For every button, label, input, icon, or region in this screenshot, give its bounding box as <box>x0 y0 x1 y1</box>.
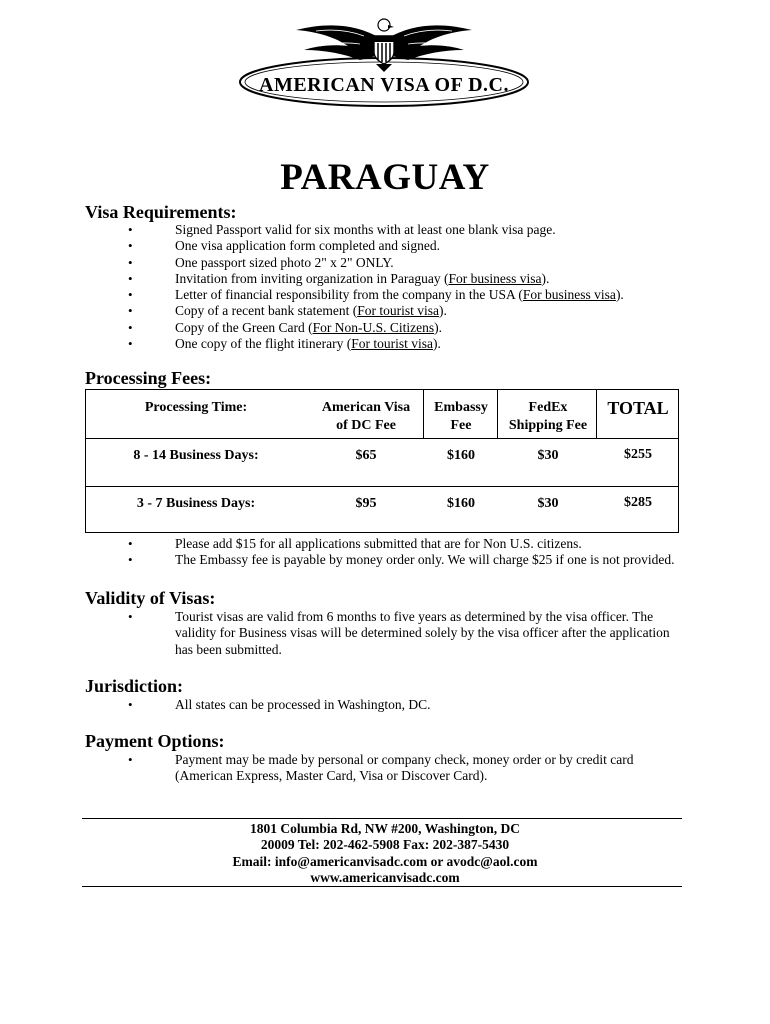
payment-options-list <box>0 752 770 785</box>
row-total: $255 <box>624 447 652 462</box>
row-fedex-fee: $30 <box>537 496 559 511</box>
row-total: $285 <box>624 495 652 510</box>
payment-options-heading: Payment Options: <box>85 731 225 751</box>
bullet-icon: • <box>128 238 133 254</box>
column-header-avdc-fee: American Visa of DC Fee <box>321 400 411 433</box>
visa-type-note: For tourist visa <box>357 303 439 319</box>
visa-type-note: For Non-U.S. Citizens <box>312 319 435 335</box>
row-avdc-fee: $65 <box>355 448 377 463</box>
website-line: www.americanvisadc.com <box>310 869 460 885</box>
list-item: • One visa application form completed and signed. <box>128 238 441 254</box>
contact-footer <box>0 821 770 886</box>
bullet-icon: • <box>128 287 133 303</box>
visa-requirements-list <box>0 222 770 352</box>
row-processing-time: 8 - 14 Business Days: <box>133 448 259 463</box>
column-header-embassy-fee: Embassy Fee <box>434 400 488 433</box>
jurisdiction-list <box>0 697 770 713</box>
bullet-icon: • <box>128 536 133 551</box>
visa-requirements-heading: Visa Requirements: <box>85 202 237 222</box>
validity-list <box>0 609 770 658</box>
row-fedex-fee: $30 <box>537 448 559 463</box>
page-title: PARAGUAY <box>280 157 490 198</box>
processing-fees-heading: Processing Fees: <box>85 368 212 388</box>
table-divider <box>86 438 678 439</box>
address-line: 1801 Columbia Rd, NW #200, Washington, DC <box>250 821 520 836</box>
list-item: • Please add $15 for all applications submitted that are for Non U.S. citizens. <box>128 536 582 551</box>
validity-heading: Validity of Visas: <box>85 588 216 608</box>
zip-phone-fax-line: 20009 Tel: 202-462-5908 Fax: 202-387-5430 <box>260 837 510 853</box>
company-logo <box>236 16 532 108</box>
footer-rule-bottom <box>82 886 682 887</box>
fee-table <box>85 389 679 533</box>
visa-type-note: For business visa <box>448 270 542 286</box>
bullet-icon: • <box>128 336 133 352</box>
email-line: Email: info@americanvisadc.com or avodc@aol.com <box>232 853 538 869</box>
bullet-icon: • <box>128 552 133 568</box>
list-item: • One copy of the flight itinerary (For tourist visa). <box>128 336 441 352</box>
list-item: • Copy of the Green Card (For Non-U.S. Citizens). <box>128 319 442 335</box>
column-header-fedex-fee: FedEx Shipping Fee <box>508 400 588 433</box>
row-embassy-fee: $160 <box>447 448 475 463</box>
jurisdiction-heading: Jurisdiction: <box>85 676 184 696</box>
bullet-icon: • <box>128 270 133 286</box>
row-embassy-fee: $160 <box>447 496 475 511</box>
visa-type-note: For business visa <box>522 287 616 303</box>
bullet-icon: • <box>128 303 133 319</box>
bullet-icon: • <box>128 222 133 237</box>
fee-notes-list <box>0 536 770 569</box>
row-avdc-fee: $95 <box>355 496 377 511</box>
list-item: • All states can be processed in Washington, DC. <box>128 697 431 712</box>
row-processing-time: 3 - 7 Business Days: <box>136 496 256 511</box>
table-divider <box>86 486 678 487</box>
list-item: • Payment may be made by personal or company check, money order or by credit card (American Express, Master Card, Visa or Discover Card). <box>128 752 634 784</box>
logo-wordmark: AMERICAN VISA OF D.C. <box>259 74 509 96</box>
list-item: • The Embassy fee is payable by money order only. We will charge $25 if one is not provided. <box>128 552 675 568</box>
list-item: • Signed Passport valid for six months with at least one blank visa page. <box>128 222 556 237</box>
bullet-icon: • <box>128 697 133 712</box>
bullet-icon: • <box>128 609 133 624</box>
bullet-icon: • <box>128 319 133 335</box>
column-header-processing-time: Processing Time: <box>144 400 248 415</box>
list-item: • Tourist visas are valid from 6 months to five years as determined by the visa officer. The validity for Business visas will be determined solely by the visa officer after the application has been submitted. <box>128 609 670 657</box>
footer-rule-top <box>82 818 682 819</box>
bullet-icon: • <box>128 254 133 270</box>
visa-type-note: For tourist visa <box>351 336 433 352</box>
list-item: • Invitation from inviting organization in Paraguay (For business visa). <box>128 270 550 286</box>
list-item: • Copy of a recent bank statement (For tourist visa). <box>128 303 447 319</box>
bullet-icon: • <box>128 752 133 767</box>
list-item: • One passport sized photo 2" x 2" ONLY. <box>128 254 394 270</box>
list-item: • Letter of financial responsibility from the company in the USA (For business visa). <box>128 287 624 303</box>
column-header-total: TOTAL <box>607 398 669 418</box>
